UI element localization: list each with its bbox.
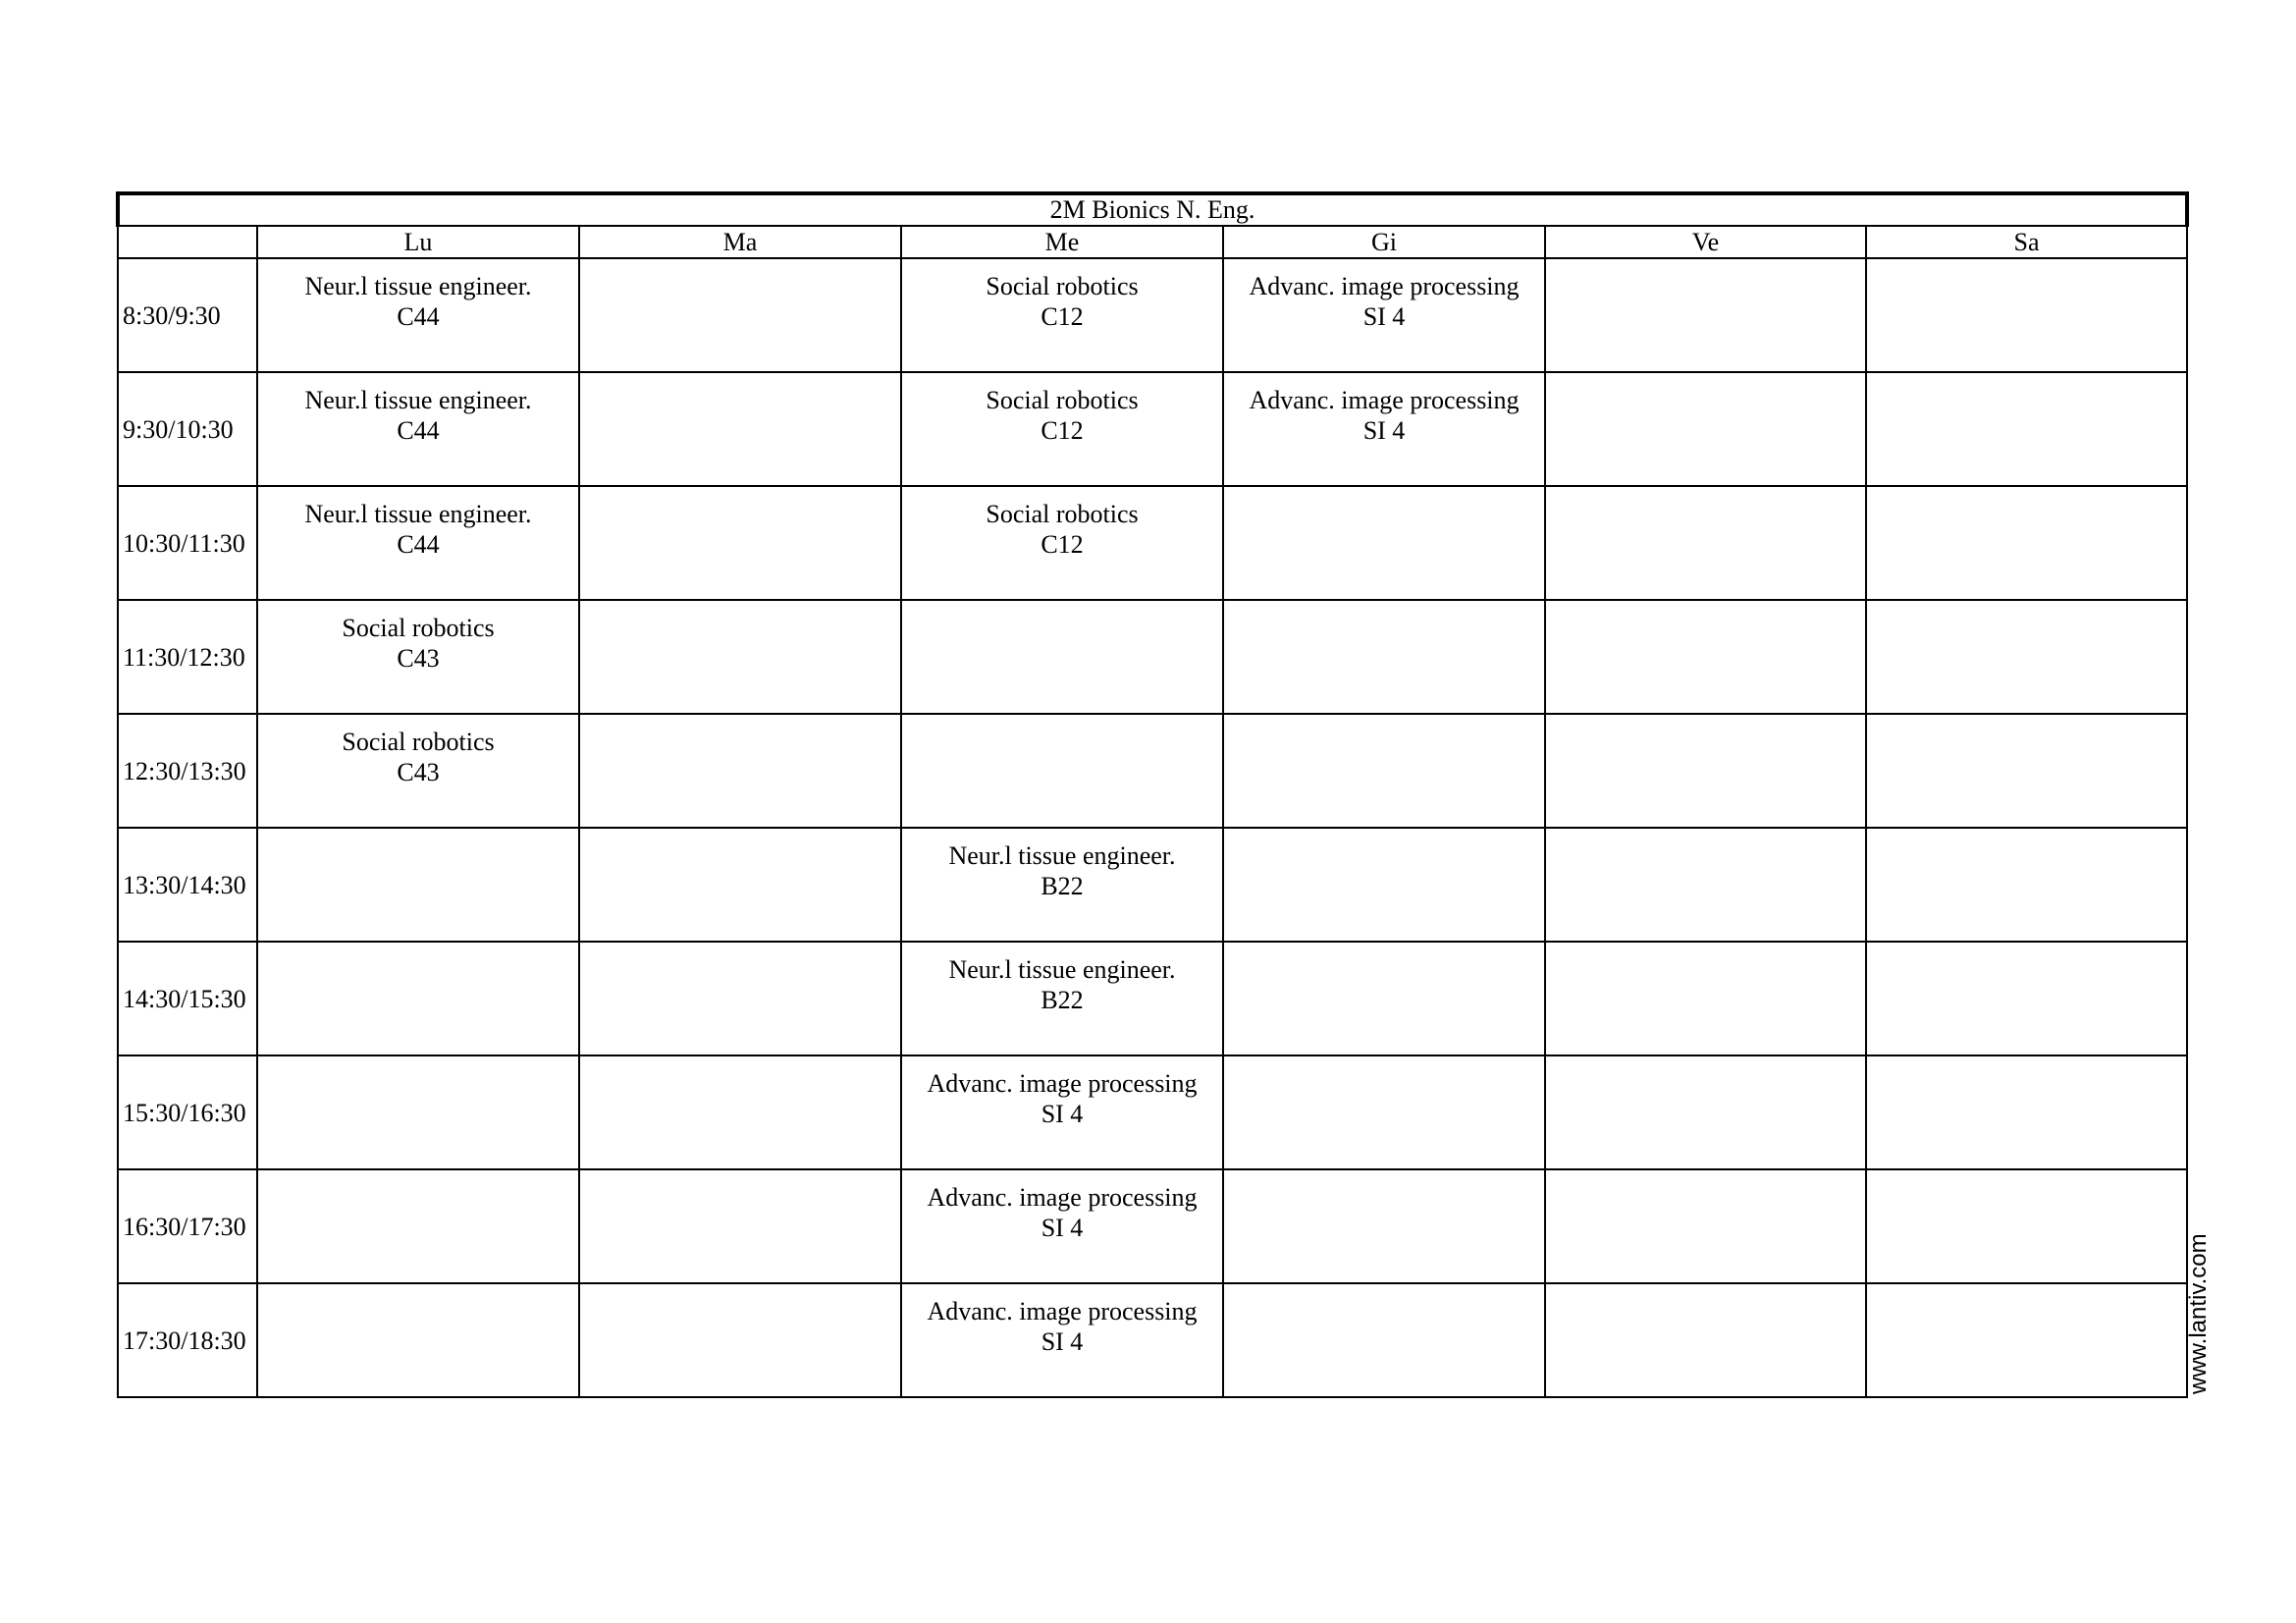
time-slot-label: 12:30/13:30 [118, 714, 257, 828]
day-header-row [118, 226, 2187, 258]
room-code: C12 [1041, 416, 1084, 445]
schedule-cell-sa [1866, 714, 2187, 828]
room-code: C44 [397, 302, 440, 331]
schedule-cell-me [901, 1169, 1223, 1283]
schedule-cell-ma [579, 372, 901, 486]
schedule-cell-lu [257, 828, 579, 942]
schedule-cell-me [901, 600, 1223, 714]
schedule-cell-gi [1223, 942, 1545, 1055]
room-code: SI 4 [1041, 1214, 1084, 1242]
room-code: B22 [1041, 986, 1084, 1014]
schedule-cell-ma [579, 600, 901, 714]
time-slot-label: 11:30/12:30 [118, 600, 257, 714]
schedule-cell-lu [257, 714, 579, 828]
room-code: C12 [1041, 302, 1084, 331]
schedule-cell-gi [1223, 600, 1545, 714]
schedule-cell-sa [1866, 1169, 2187, 1283]
schedule-cell-sa [1866, 1283, 2187, 1397]
schedule-cell-ve [1545, 714, 1866, 828]
schedule-cell-ma [579, 828, 901, 942]
schedule-cell-lu [257, 258, 579, 372]
course-name: Social robotics [986, 272, 1139, 300]
schedule-cell-ma [579, 942, 901, 1055]
time-slot-row [118, 258, 2187, 372]
time-slot-row [118, 828, 2187, 942]
day-header-ma: Ma [579, 226, 901, 258]
schedule-cell-me [901, 372, 1223, 486]
corner-cell [118, 226, 257, 258]
schedule-cell-lu [257, 600, 579, 714]
course-name: Advanc. image processing [1249, 386, 1520, 414]
schedule-cell-ma [579, 258, 901, 372]
schedule-cell-ve [1545, 600, 1866, 714]
schedule-cell-ma [579, 486, 901, 600]
schedule-cell-gi [1223, 1283, 1545, 1397]
room-code: B22 [1041, 872, 1084, 900]
schedule-cell-me [901, 942, 1223, 1055]
schedule-cell-lu [257, 942, 579, 1055]
schedule-cell-ve [1545, 1055, 1866, 1169]
schedule-cell-ve [1545, 1283, 1866, 1397]
course-name: Neur.l tissue engineer. [304, 500, 532, 528]
schedule-cell-ma [579, 714, 901, 828]
day-header-gi: Gi [1223, 226, 1545, 258]
schedule-cell-me [901, 714, 1223, 828]
schedule-cell-gi [1223, 1055, 1545, 1169]
watermark-text: www.lantiv.com [2185, 1233, 2212, 1394]
schedule-cell-me [901, 258, 1223, 372]
schedule-cell-sa [1866, 1055, 2187, 1169]
schedule-cell-lu [257, 1055, 579, 1169]
schedule-cell-ma [579, 1283, 901, 1397]
schedule-cell-sa [1866, 372, 2187, 486]
schedule-cell-me [901, 828, 1223, 942]
course-name: Neur.l tissue engineer. [948, 955, 1176, 984]
schedule-cell-lu [257, 1169, 579, 1283]
schedule-cell-sa [1866, 486, 2187, 600]
schedule-cell-sa [1866, 600, 2187, 714]
schedule-cell-gi [1223, 258, 1545, 372]
schedule-cell-me [901, 486, 1223, 600]
course-name: Neur.l tissue engineer. [948, 841, 1176, 870]
time-slot-row [118, 600, 2187, 714]
schedule-cell-sa [1866, 942, 2187, 1055]
schedule-cell-ma [579, 1055, 901, 1169]
course-name: Social robotics [986, 386, 1139, 414]
time-slot-row [118, 942, 2187, 1055]
day-header-me: Me [901, 226, 1223, 258]
room-code: C44 [397, 530, 440, 559]
schedule-cell-ve [1545, 828, 1866, 942]
schedule-cell-ve [1545, 942, 1866, 1055]
schedule-cell-lu [257, 486, 579, 600]
course-name: Social robotics [986, 500, 1139, 528]
course-name: Advanc. image processing [927, 1183, 1198, 1212]
room-code: C43 [397, 758, 440, 786]
schedule-cell-sa [1866, 828, 2187, 942]
time-slot-row [118, 486, 2187, 600]
room-code: SI 4 [1362, 302, 1406, 331]
schedule-cell-ve [1545, 258, 1866, 372]
course-name: Advanc. image processing [927, 1297, 1198, 1325]
schedule-cell-me [901, 1283, 1223, 1397]
course-name: Social robotics [342, 614, 495, 642]
schedule-cell-gi [1223, 1169, 1545, 1283]
room-code: SI 4 [1041, 1100, 1084, 1128]
time-slot-label: 10:30/11:30 [118, 486, 257, 600]
schedule-cell-lu [257, 372, 579, 486]
time-slot-label: 17:30/18:30 [118, 1283, 257, 1397]
time-slot-row [118, 1169, 2187, 1283]
time-slot-row [118, 372, 2187, 486]
time-slot-row [118, 1055, 2187, 1169]
day-header-sa: Sa [1866, 226, 2187, 258]
schedule-cell-gi [1223, 714, 1545, 828]
course-name: Advanc. image processing [1249, 272, 1520, 300]
schedule-cell-ve [1545, 372, 1866, 486]
course-name: Advanc. image processing [927, 1069, 1198, 1098]
room-code: SI 4 [1041, 1327, 1084, 1356]
day-header-ve: Ve [1545, 226, 1866, 258]
course-name: Neur.l tissue engineer. [304, 386, 532, 414]
timetable [116, 191, 2189, 1398]
schedule-cell-ma [579, 1169, 901, 1283]
course-name: Social robotics [342, 728, 495, 756]
time-slot-label: 14:30/15:30 [118, 942, 257, 1055]
room-code: C12 [1041, 530, 1084, 559]
schedule-cell-gi [1223, 372, 1545, 486]
course-name: Neur.l tissue engineer. [304, 272, 532, 300]
time-slot-label: 15:30/16:30 [118, 1055, 257, 1169]
time-slot-label: 8:30/9:30 [118, 258, 257, 372]
room-code: C44 [397, 416, 440, 445]
day-header-lu: Lu [257, 226, 579, 258]
room-code: SI 4 [1362, 416, 1406, 445]
time-slot-label: 13:30/14:30 [118, 828, 257, 942]
schedule-cell-ve [1545, 486, 1866, 600]
time-slot-label: 9:30/10:30 [118, 372, 257, 486]
schedule-cell-gi [1223, 486, 1545, 600]
timetable-title: 2M Bionics N. Eng. [118, 193, 2187, 226]
room-code: C43 [397, 644, 440, 673]
schedule-cell-gi [1223, 828, 1545, 942]
schedule-cell-sa [1866, 258, 2187, 372]
schedule-cell-lu [257, 1283, 579, 1397]
schedule-cell-ve [1545, 1169, 1866, 1283]
schedule-cell-me [901, 1055, 1223, 1169]
time-slot-label: 16:30/17:30 [118, 1169, 257, 1283]
time-slot-row [118, 1283, 2187, 1397]
time-slot-row [118, 714, 2187, 828]
